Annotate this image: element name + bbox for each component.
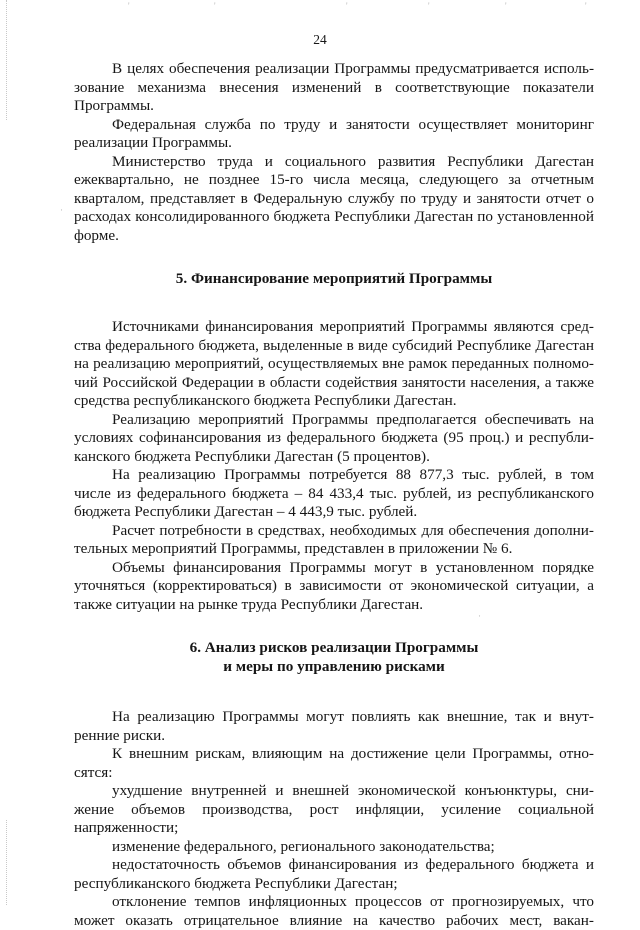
text-line: может оказать отрицательное влияние на качество рабочих мест, вакан-: [74, 912, 594, 930]
section-heading: 5. Финансирование мероприятий Программы: [74, 269, 594, 288]
scan-dot-mark: ·: [60, 206, 63, 215]
paragraph-gap: [74, 676, 594, 708]
text-line: напряженности;: [74, 819, 594, 838]
paragraph-gap: [74, 288, 594, 318]
scan-edge-mark: [6, 0, 7, 120]
text-line: тельных мероприятий Программы, представлен в приложении № 6.: [74, 540, 594, 559]
section-heading: и меры по управлению рисками: [74, 657, 594, 676]
text-line: чий Российской Федерации в области содействия занятости населения, а также: [74, 374, 594, 393]
text-line: республиканского бюджета Республики Дагестан;: [74, 875, 594, 894]
section-heading: 6. Анализ рисков реализации Программы: [74, 638, 594, 657]
text-line: В целях обеспечения реализации Программы предусматривается исполь-: [74, 60, 594, 79]
text-line: Министерство труда и социального развития Республики Дагестан: [74, 153, 594, 172]
text-line: Федеральная служба по труду и занятости осуществляет мониторинг: [74, 116, 594, 135]
text-line: кварталом, представляет в Федеральную службу по труду и занятости отчет о: [74, 190, 594, 209]
scan-tick-mark: ': [128, 2, 130, 11]
scan-tick-mark: ': [585, 2, 587, 11]
text-line: канского бюджета Республики Дагестан (5 процентов).: [74, 448, 594, 467]
text-line: реализации Программы.: [74, 134, 594, 153]
text-line: Реализацию мероприятий Программы предполагается обеспечивать на: [74, 411, 594, 430]
scan-tick-mark: ': [214, 2, 216, 11]
text-line: числе из федерального бюджета – 84 433,4 тыс. рублей, из республиканского: [74, 485, 594, 504]
text-line: жение объемов производства, рост инфляции, усиление социальной: [74, 801, 594, 820]
text-line: средства республиканского бюджета Республики Дагестан.: [74, 392, 594, 411]
text-line: Источниками финансирования мероприятий Программы являются сред-: [74, 318, 594, 337]
text-line: зование механизма внесения изменений в соответствующие показатели: [74, 79, 594, 98]
text-line: ства федерального бюджета, выделенные в виде субсидий Республике Дагестан: [74, 337, 594, 356]
text-line: отклонение темпов инфляционных процессов от прогнозируемых, что: [74, 893, 594, 912]
text-line: На реализацию Программы потребуется 88 877,3 тыс. рублей, в том: [74, 466, 594, 485]
text-line: ренние риски.: [74, 727, 594, 746]
scan-tick-mark: ': [428, 2, 430, 11]
text-line: Объемы финансирования Программы могут в установленном порядке: [74, 559, 594, 578]
scan-dot-mark: ·: [478, 612, 481, 621]
text-line: бюджета Республики Дагестан – 4 443,9 тыс. рублей.: [74, 503, 594, 522]
text-line: форме.: [74, 227, 594, 246]
text-line: ухудшение внутренней и внешней экономической конъюнктуры, сни-: [74, 782, 594, 801]
page-number: 24: [0, 32, 640, 48]
paragraph-gap: [74, 614, 594, 638]
text-line: уточняться (корректироваться) в зависимости от экономической ситуации, а: [74, 577, 594, 596]
text-line: изменение федерального, регионального законодательства;: [74, 838, 594, 857]
text-line: также ситуации на рынке труда Республики Дагестан.: [74, 596, 594, 615]
text-line: ежеквартально, не позднее 15-го числа месяца, следующего за отчетным: [74, 171, 594, 190]
document-body: [74, 60, 594, 930]
text-line: сятся:: [74, 764, 594, 783]
text-line: К внешним рискам, влияющим на достижение цели Программы, отно-: [74, 745, 594, 764]
scan-tick-mark: ': [505, 2, 507, 11]
text-line: недостаточность объемов финансирования из федерального бюджета и: [74, 856, 594, 875]
scan-tick-mark: ': [346, 2, 348, 11]
text-line: На реализацию Программы могут повлиять как внешние, так и внут-: [74, 708, 594, 727]
text-line: на реализацию мероприятий, осуществляемых вне рамок переданных полномо-: [74, 355, 594, 374]
scan-edge-mark: [6, 820, 7, 905]
paragraph-gap: [74, 245, 594, 269]
text-line: условиях софинансирования из федерального бюджета (95 проц.) и республи-: [74, 429, 594, 448]
text-line: Программы.: [74, 97, 594, 116]
text-line: расходах консолидированного бюджета Республики Дагестан по установленной: [74, 208, 594, 227]
text-line: Расчет потребности в средствах, необходимых для обеспечения дополни-: [74, 522, 594, 541]
